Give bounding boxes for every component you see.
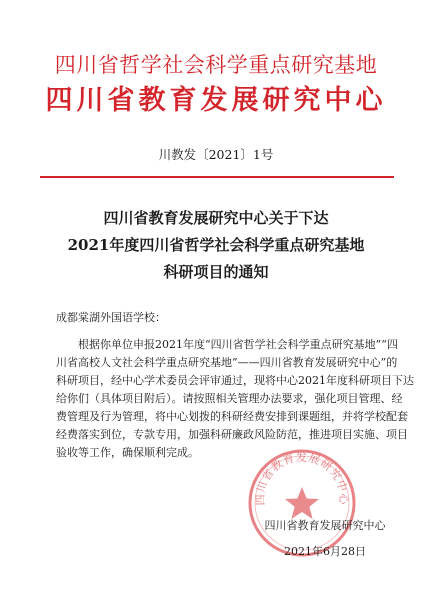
recipient: 成都棠湖外国语学校： — [56, 311, 166, 324]
letterhead-line-1: 四川省哲学社会科学重点研究基地 — [54, 53, 378, 77]
official-seal — [246, 447, 358, 559]
body-line: 费管理及行为管理，将中心划拨的科研经费安排到课题组，并将学校配套 — [56, 410, 408, 423]
letterhead-line-2: 四川省教育发展研究中心 — [45, 85, 387, 116]
signature-date: 2021年6月28日 — [284, 545, 366, 558]
body-line: 根据你单位申报2021年度“四川省哲学社会科学重点研究基地”“四 — [56, 338, 398, 351]
title-line-1: 四川省教育发展研究中心关于下达 — [103, 209, 329, 227]
body-paragraph — [56, 336, 414, 462]
body-line: 经费落实到位，专款专用，加强科研廉政风险防范，推进项目实施、项目 — [56, 428, 408, 441]
body-line: 科研项目，经中心学术委员会评审通过，现将中心2021年度科研项目下达 — [56, 374, 414, 387]
svg-text:四川省教育发展研究中心: 四川省教育发展研究中心 — [253, 450, 351, 506]
body-line: 给你们（具体项目附后）。请按照相关管理办法要求，强化项目管理、经 — [56, 392, 403, 405]
title-line-2: 2021年度四川省哲学社会科学重点研究基地 — [67, 236, 365, 254]
document-number: 川教发〔2021〕1号 — [158, 147, 274, 162]
body-line: 验收等工作，确保顺利完成。 — [56, 446, 199, 459]
signature-org: 四川省教育发展研究中心 — [264, 519, 386, 532]
title-line-3: 科研项目的通知 — [163, 263, 269, 281]
red-divider — [40, 176, 394, 178]
body-line: 川省高校人文社会科学重点研究基地”——四川省教育发展研究中心”的 — [56, 356, 398, 369]
